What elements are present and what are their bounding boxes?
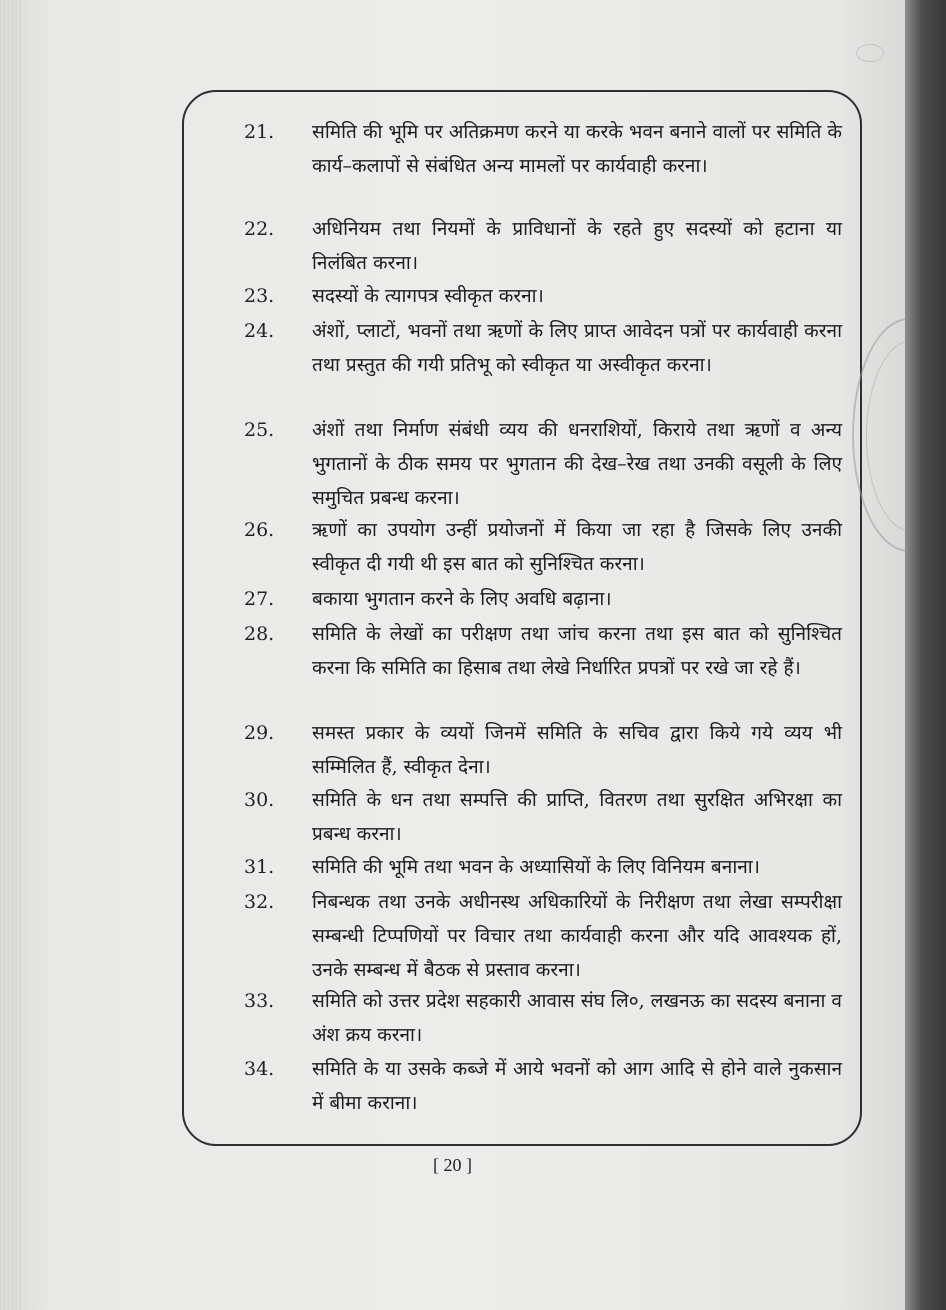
item-number: 26. (244, 519, 275, 541)
item-number: 30. (244, 789, 275, 811)
item-text: ऋणों का उपयोग उन्हीं प्रयोजनों में किया जा रहा है जिसके लिए उनकी स्वीकृत दी गयी थी इस बात को सुनिश्चित करना। (312, 519, 842, 575)
item-number: 34. (244, 1058, 275, 1080)
item-text: अधिनियम तथा नियमों के प्राविधानों के रहते हुए सदस्यों को हटाना या निलंबित करना। (312, 218, 842, 274)
item-number: 31. (244, 856, 275, 878)
item-number: 24. (244, 320, 275, 342)
item-text: निबन्धक तथा उनके अधीनस्थ अधिकारियों के निरीक्षण तथा लेखा सम्परीक्षा सम्बन्धी टिप्पणियों पर विचार तथा कार्यवाही करना और यदि आवश्यक हों, उनके सम्बन्ध में बैठक से प्रस्ताव करना। (312, 891, 842, 981)
item-text: बकाया भुगतान करने के लिए अवधि बढ़ाना। (312, 588, 612, 610)
item-text: समिति के धन तथा सम्पत्ति की प्राप्ति, वितरण तथा सुरक्षित अभिरक्षा का प्रबन्ध करना। (312, 789, 842, 845)
item-text: समस्त प्रकार के व्ययों जिनमें समिति के सचिव द्वारा किये गये व्यय भी सम्मिलित हैं, स्वीकृत देना। (312, 722, 842, 778)
item-text: समिति के या उसके कब्जे में आये भवनों को आग आदि से होने वाले नुकसान में बीमा कराना। (312, 1058, 842, 1114)
item-text: समिति को उत्तर प्रदेश सहकारी आवास संघ लि०, लखनऊ का सदस्य बनाना व अंश क्रय करना। (312, 990, 842, 1046)
item-text: समिति की भूमि तथा भवन के अध्यासियों के लिए विनियम बनाना। (312, 856, 760, 878)
item-number: 22. (244, 218, 275, 240)
item-number: 21. (244, 121, 275, 143)
item-number: 28. (244, 623, 275, 645)
item-text: अंशों, प्लाटों, भवनों तथा ऋणों के लिए प्राप्त आवेदन पत्रों पर कार्यवाही करना तथा प्रस्तुत की गयी प्रतिभू को स्वीकृत या अस्वीकृत करना। (312, 320, 842, 376)
item-number: 23. (244, 285, 275, 307)
item-number: 32. (244, 891, 275, 913)
page-binding (0, 0, 22, 1310)
item-number: 25. (244, 419, 275, 441)
item-text: सदस्यों के त्यागपत्र स्वीकृत करना। (312, 285, 544, 307)
item-number: 29. (244, 722, 275, 744)
item-number: 27. (244, 588, 275, 610)
page-number: [ 20 ] (433, 1155, 472, 1175)
item-number: 33. (244, 990, 275, 1012)
page-edge-shadow (905, 0, 946, 1310)
item-text: समिति की भूमि पर अतिक्रमण करने या करके भवन बनाने वालों पर समिति के कार्य–कलापों से संबंधित अन्य मामलों पर कार्यवाही करना। (312, 121, 842, 177)
item-text: अंशों तथा निर्माण संबंधी व्यय की धनराशियों, किराये तथा ऋणों व अन्य भुगतानों के ठीक समय पर भुगतान की देख–रेख तथा उनकी वसूली के लिए समुचित प्रबन्ध करना। (312, 419, 842, 509)
corner-mark (856, 44, 884, 62)
item-text: समिति के लेखों का परीक्षण तथा जांच करना तथा इस बात को सुनिश्चित करना कि समिति का हिसाब तथा लेखे निर्धारित प्रपत्रों पर रखे जा रहे हैं। (312, 623, 842, 679)
